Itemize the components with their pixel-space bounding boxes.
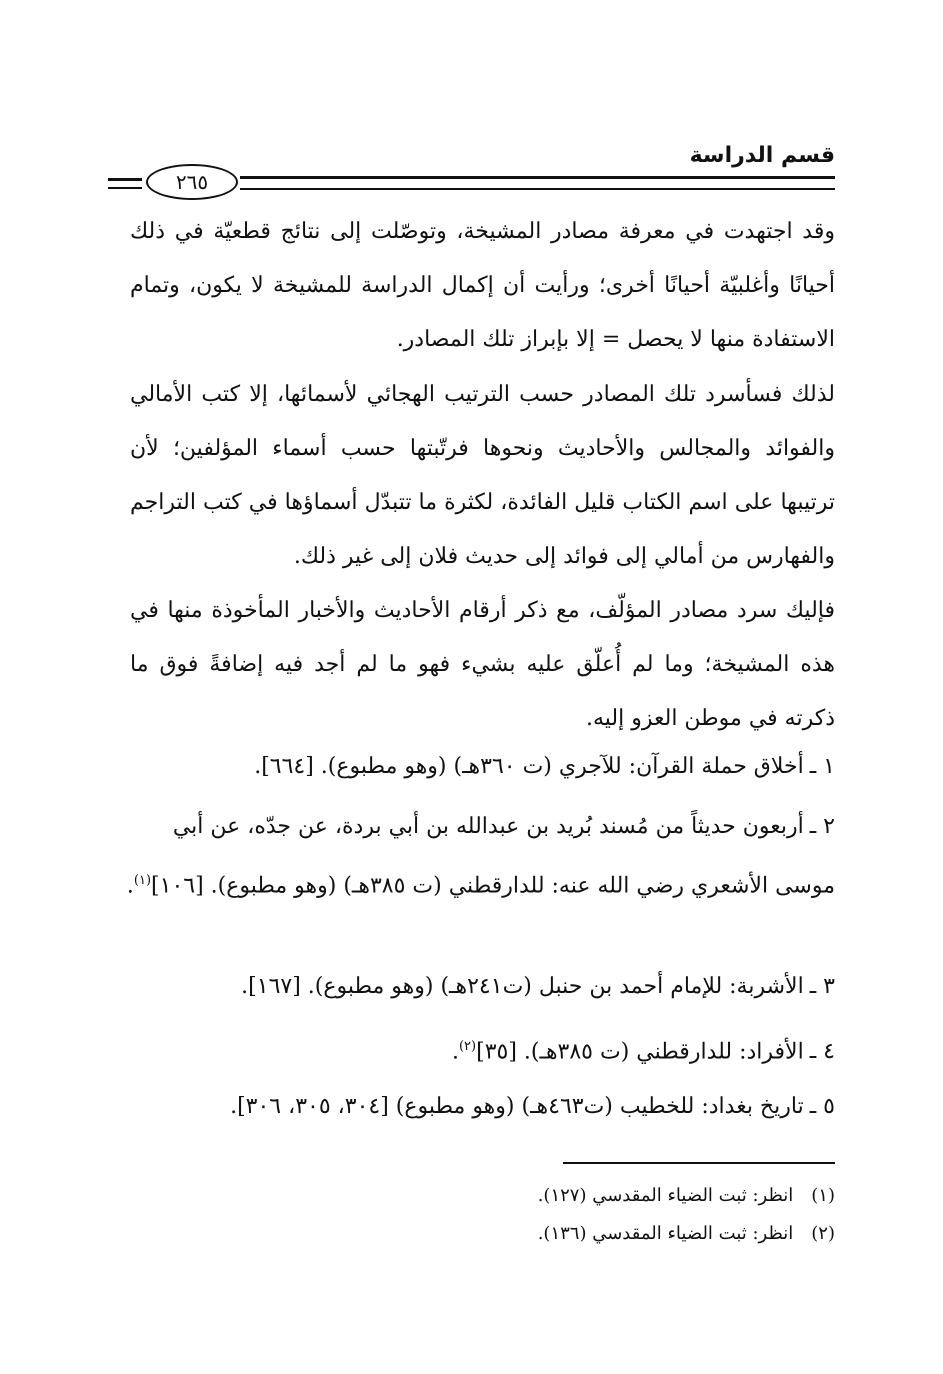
list-item — [120, 740, 835, 794]
item-text: أخلاق حملة القرآن: للآجري (ت ٣٦٠هـ) (وهو مطبوع). [٦٦٤]. — [254, 754, 804, 779]
item-text: تاريخ بغداد: للخطيب (ت٤٦٣هـ) (وهو مطبوع) [٣٠٤، ٣٠٥، ٣٠٦]. — [230, 1094, 804, 1119]
item-number: ٣ ـ — [809, 974, 835, 999]
paragraph: وقد اجتهدت في معرفة مصادر المشيخة، وتوصّلت إلى نتائج قطعيّة في ذلك أحيانًا وأغلبيّة أحيانًا أخرى؛ ورأيت أن إكمال الدراسة للمشيخة لا يكون، وتمام الاستفادة منها لا يحصل = إلا بإبراز تلك المصادر. — [130, 219, 835, 352]
section-title: قسم الدراسة — [689, 143, 835, 168]
paragraph: فإليك سرد مصادر المؤلّف، مع ذكر أرقام الأحاديث والأخبار المأخوذة منها في هذه المشيخة؛ وما لم أُعلّق عليه بشيء فهو ما لم أجد فيه إضافةً فوق ما ذكرته في موطن العزو إليه. — [130, 598, 835, 731]
item-number: ١ ـ — [809, 754, 835, 779]
list-item — [120, 960, 835, 1014]
footnote-text: انظر: ثبت الضياء المقدسي (١٢٧). — [537, 1185, 794, 1206]
footnote — [300, 1180, 835, 1212]
paragraph: لذلك فسأسرد تلك المصادر حسب الترتيب الهجائي لأسمائها، إلا كتب الأمالي والفوائد والمجالس والأحاديث ونحوها فرتّبتها حسب أسماء المؤلفين؛ لأن ترتيبها على اسم الكتاب قليل الفائدة، لكثرة ما تتبدّل أسماؤها في كتب التراجم والفهارس من أمالي إلى فوائد إلى حديث فلان إلى غير ذلك. — [130, 382, 835, 569]
footnote-ref: (٢) — [458, 1039, 477, 1054]
item-text: الأفراد: للدارقطني (ت ٣٨٥هـ). [٣٥] — [476, 1039, 804, 1065]
footnote — [300, 1218, 835, 1250]
list-item: ٢ ـأربعون حديثاً من مُسند بُريد بن عبدالله بن أبي بردة، عن جدّه، عن أبي موسى الأشعري رضي الله عنه: للدارقطني (ت ٣٨٥هـ) (وهو مطبوع). [١٠٦]$^{(١)}$. — [120, 800, 835, 913]
item-number: ٥ ـ — [809, 1094, 835, 1119]
item-text: الأشربة: للإمام أحمد بن حنبل (ت٢٤١هـ) (وهو مطبوع). [١٦٧]. — [241, 974, 804, 999]
item-number: ٢ ـ — [809, 814, 835, 839]
header-rule-left — [108, 178, 142, 189]
footnote-divider — [563, 1162, 835, 1164]
footnote-ref: (١) — [133, 873, 152, 888]
list-item: ٤ ـالأفراد: للدارقطني (ت ٣٨٥هـ). [٣٥]$^{(٢)}$. — [120, 1020, 835, 1079]
page-number: ٢٦٥ — [146, 164, 238, 200]
footnote-text: انظر: ثبت الضياء المقدسي (١٣٦). — [537, 1223, 794, 1244]
footnote-number: (٢) — [811, 1223, 835, 1244]
item-number: ٤ ـ — [809, 1039, 835, 1065]
header-rule — [240, 176, 835, 190]
footnote-number: (١) — [811, 1185, 835, 1206]
item-text: أربعون حديثاً من مُسند بُريد بن عبدالله بن أبي بردة، عن جدّه، عن أبي موسى الأشعري رضي الله عنه: للدارقطني (ت ٣٨٥هـ) (وهو مطبوع). [١٠٦] — [151, 814, 835, 899]
list-item — [120, 1080, 835, 1134]
